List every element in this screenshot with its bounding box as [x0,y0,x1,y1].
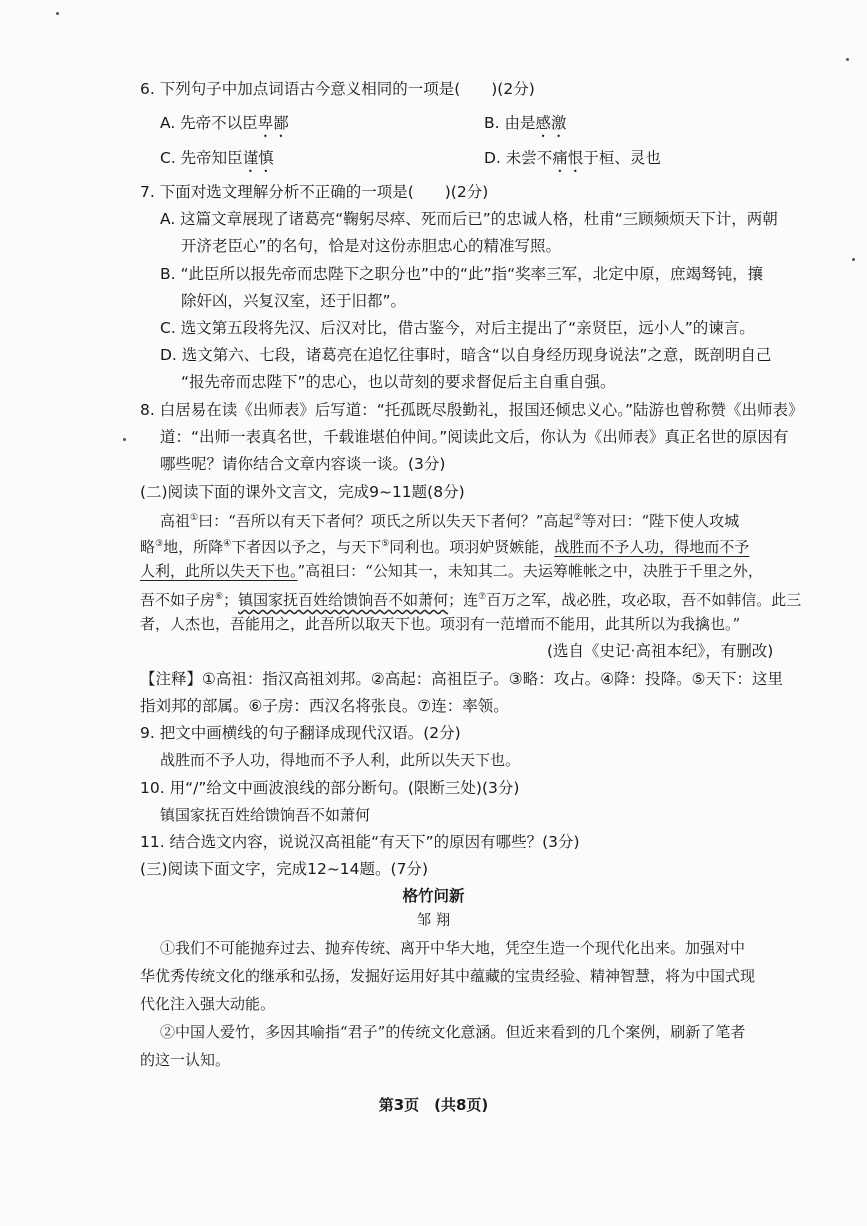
notes-line1: 【注释】①高祖：指汉高祖刘邦。②高起：高祖臣子。③略：攻占。④降：投降。⑤天下：这里 [140,670,783,688]
scan-speck [123,438,126,441]
q10-sentence: 镇国家抚百姓给馈饷吾不如萧何 [160,806,371,824]
scan-speck [56,12,59,15]
page-number: 第3页 (共8页) [378,1096,489,1114]
q7-option-d-line2: “报先帝而忠陛下”的忠心，也以苛刻的要求督促后主自重自强。 [181,373,616,391]
section3-heading: (三)阅读下面文字，完成12~14题。(7分) [140,860,428,878]
q8-line3: 哪些呢？请你结合文章内容谈一谈。(3分) [160,455,446,473]
scan-speck [852,258,855,261]
article-p2-line2: 的这一认知。 [140,1051,231,1069]
article-p2-line1: ②中国人爱竹，多因其喻指“君子”的传统文化意涵。但近来看到的几个案例，刷新了笔者 [160,1023,746,1041]
q9-stem: 9. 把文中画横线的句子翻译成现代汉语。(2分) [140,724,461,742]
passage-source: (选自《史记·高祖本纪》，有删改) [547,642,774,660]
q7-option-b-line1: B. “此臣所以报先帝而忠陛下之职分也”中的“此”指“奖率三军，北定中原，庶竭驽钝，攘 [160,265,764,283]
underlined-sentence: 战胜而不予人功，得地而不予 [554,538,750,556]
passage-line2: 略③地，所降④下者因以予之，与天下⑤同利也。项羽妒贤嫉能，战胜而不予人功，得地而不予 [140,538,750,556]
q11-stem: 11. 结合选文内容，说说汉高祖能“有天下”的原因有哪些？(3分) [140,833,580,851]
q7-stem: 7. 下面对选文理解分析不正确的一项是( )(2分) [140,183,489,201]
dotted-word: 卑鄙 [257,114,289,132]
q7-option-c: C. 选文第五段将先汉、后汉对比，借古鉴今，对后主提出了“亲贤臣，远小人”的谏言。 [160,319,755,337]
q6-option-d: D. 未尝不痛恨于桓、灵也 [484,149,661,167]
underlined-sentence-end: 人利，此所以失天下也。 [140,562,298,580]
notes-line2: 指刘邦的部属。⑥子房：西汉名将张良。⑦连：率领。 [140,697,509,715]
q6-option-c: C. 先帝知臣谨慎 [160,149,274,167]
q6-option-a: A. 先帝不以臣卑鄙 [160,114,289,132]
q7-option-a-line1: A. 这篇文章展现了诸葛亮“鞠躬尽瘁、死而后已”的忠诚人格，杜甫“三顾频烦天下计，两朝 [160,210,778,228]
dotted-word: 痛恨 [552,149,584,167]
q9-sentence: 战胜而不予人功，得地而不予人利，此所以失天下也。 [160,751,521,769]
q6-option-b: B. 由是感激 [484,114,567,132]
article-author: 邹 翔 [416,913,451,929]
q6-stem: 6. 下列句子中加点词语古今意义相同的一项是( )(2分) [140,80,535,98]
q7-option-d-line1: D. 选文第六、七段，诸葛亮在追忆往事时，暗含“以自身经历现身说法”之意，既剖明自己 [160,346,772,364]
wavy-underlined-phrase: 镇国家抚百姓给馈饷吾不如萧何 [238,591,449,609]
q7-option-b-line2: 除奸凶，兴复汉室，还于旧都”。 [181,292,407,310]
passage-line3: 人利，此所以失天下也。”高祖曰：“公知其一，未知其二。夫运筹帷帐之中，决胜于千里之外， [140,562,763,580]
scan-speck [846,58,849,61]
passage-line4: 吾不如子房⑥；镇国家抚百姓给馈饷吾不如萧何；连⑦百万之军，战必胜，攻必取，吾不如韩信。此三 [140,591,802,609]
dotted-word: 谨慎 [242,149,274,167]
q8-line1: 8. 白居易在读《出师表》后写道：“托孤既尽殷勤礼，报国还倾忠义心。”陆游也曾称赞《出师表》 [140,401,804,419]
passage-line1: 高祖①曰：“吾所以有天下者何？项氏之所以失天下者何？”高起②等对曰：“陛下使人攻城 [160,512,740,530]
section2-heading: (二)阅读下面的课外文言文，完成9~11题(8分) [140,483,465,501]
dotted-word: 感激 [535,114,567,132]
article-p1-line3: 代化注入强大动能。 [140,995,276,1013]
article-p1-line2: 华优秀传统文化的继承和弘扬，发掘好运用好其中蕴藏的宝贵经验、精神智慧，将为中国式现 [140,967,756,985]
q8-line2: 道：“出师一表真名世，千载谁堪伯仲间。”阅读此文后，你认为《出师表》真正名世的原因有 [160,428,789,446]
q7-option-a-line2: 开济老臣心”的名句，恰是对这份赤胆忠心的精准写照。 [181,237,562,255]
passage-line5: 者，人杰也，吾能用之，此吾所以取天下也。项羽有一范增而不能用，此其所以为我擒也。” [140,615,741,633]
article-p1-line1: ①我们不可能抛弃过去、抛弃传统、离开中华大地，凭空生造一个现代化出来。加强对中 [160,939,746,957]
q10-stem: 10. 用“/”给文中画波浪线的部分断句。(限断三处)(3分) [140,779,520,797]
article-title: 格竹问新 [402,887,465,905]
